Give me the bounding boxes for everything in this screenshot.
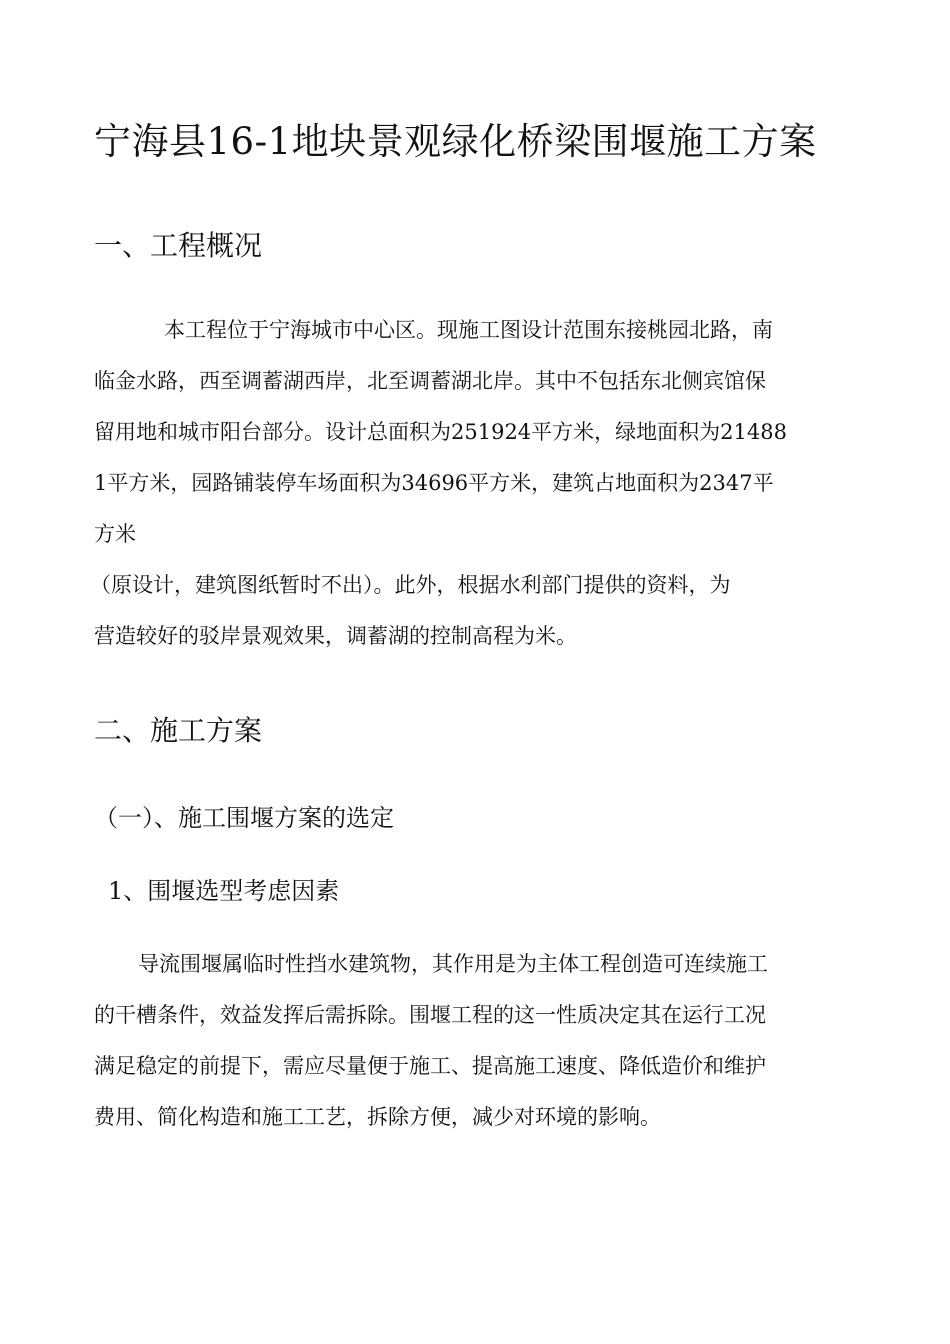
paragraph-line: 营造较好的驳岸景观效果，调蓄湖的控制高程为米。 — [94, 624, 577, 648]
section-heading-plan: 二、施工方案 — [94, 714, 263, 747]
subsection-heading: （一）、施工围堰方案的选定 — [94, 804, 394, 832]
paragraph-line: 费用、简化构造和施工工艺，拆除方便，减少对环境的影响。 — [94, 1105, 661, 1129]
paragraph-line: 1平方米，园路铺装停车场面积为34696平方米，建筑占地面积为2347平 — [94, 471, 774, 495]
paragraph-line: 满足稳定的前提下，需应尽量便于施工、提高施工速度、降低造价和维护 — [94, 1054, 766, 1078]
paragraph-line: 临金水路，西至调蓄湖西岸，北至调蓄湖北岸。其中不包括东北侧宾馆保 — [94, 369, 766, 393]
section-heading-overview: 一、工程概况 — [94, 229, 263, 262]
document-title: 宁海县16-1地块景观绿化桥梁围堰施工方案 — [94, 120, 817, 163]
item-heading: 1、围堰选型考虑因素 — [108, 877, 340, 905]
paragraph-line: 导流围堰属临时性挡水建筑物，其作用是为主体工程创造可连续施工 — [138, 952, 768, 976]
paragraph-line: 的干槽条件，效益发挥后需拆除。围堰工程的这一性质决定其在运行工况 — [94, 1003, 766, 1027]
paragraph-line: （原设计，建筑图纸暂时不出）。此外，根据水利部门提供的资料，为 — [90, 573, 731, 597]
paragraph-line: 留用地和城市阳台部分。设计总面积为251924平方米，绿地面积为21488 — [94, 420, 787, 444]
cofferdam-paragraph — [94, 939, 854, 1143]
overview-paragraph — [90, 305, 854, 662]
paragraph-line: 方米 — [94, 522, 136, 546]
paragraph-line: 本工程位于宁海城市中心区。现施工图设计范围东接桃园北路，南 — [164, 318, 773, 342]
